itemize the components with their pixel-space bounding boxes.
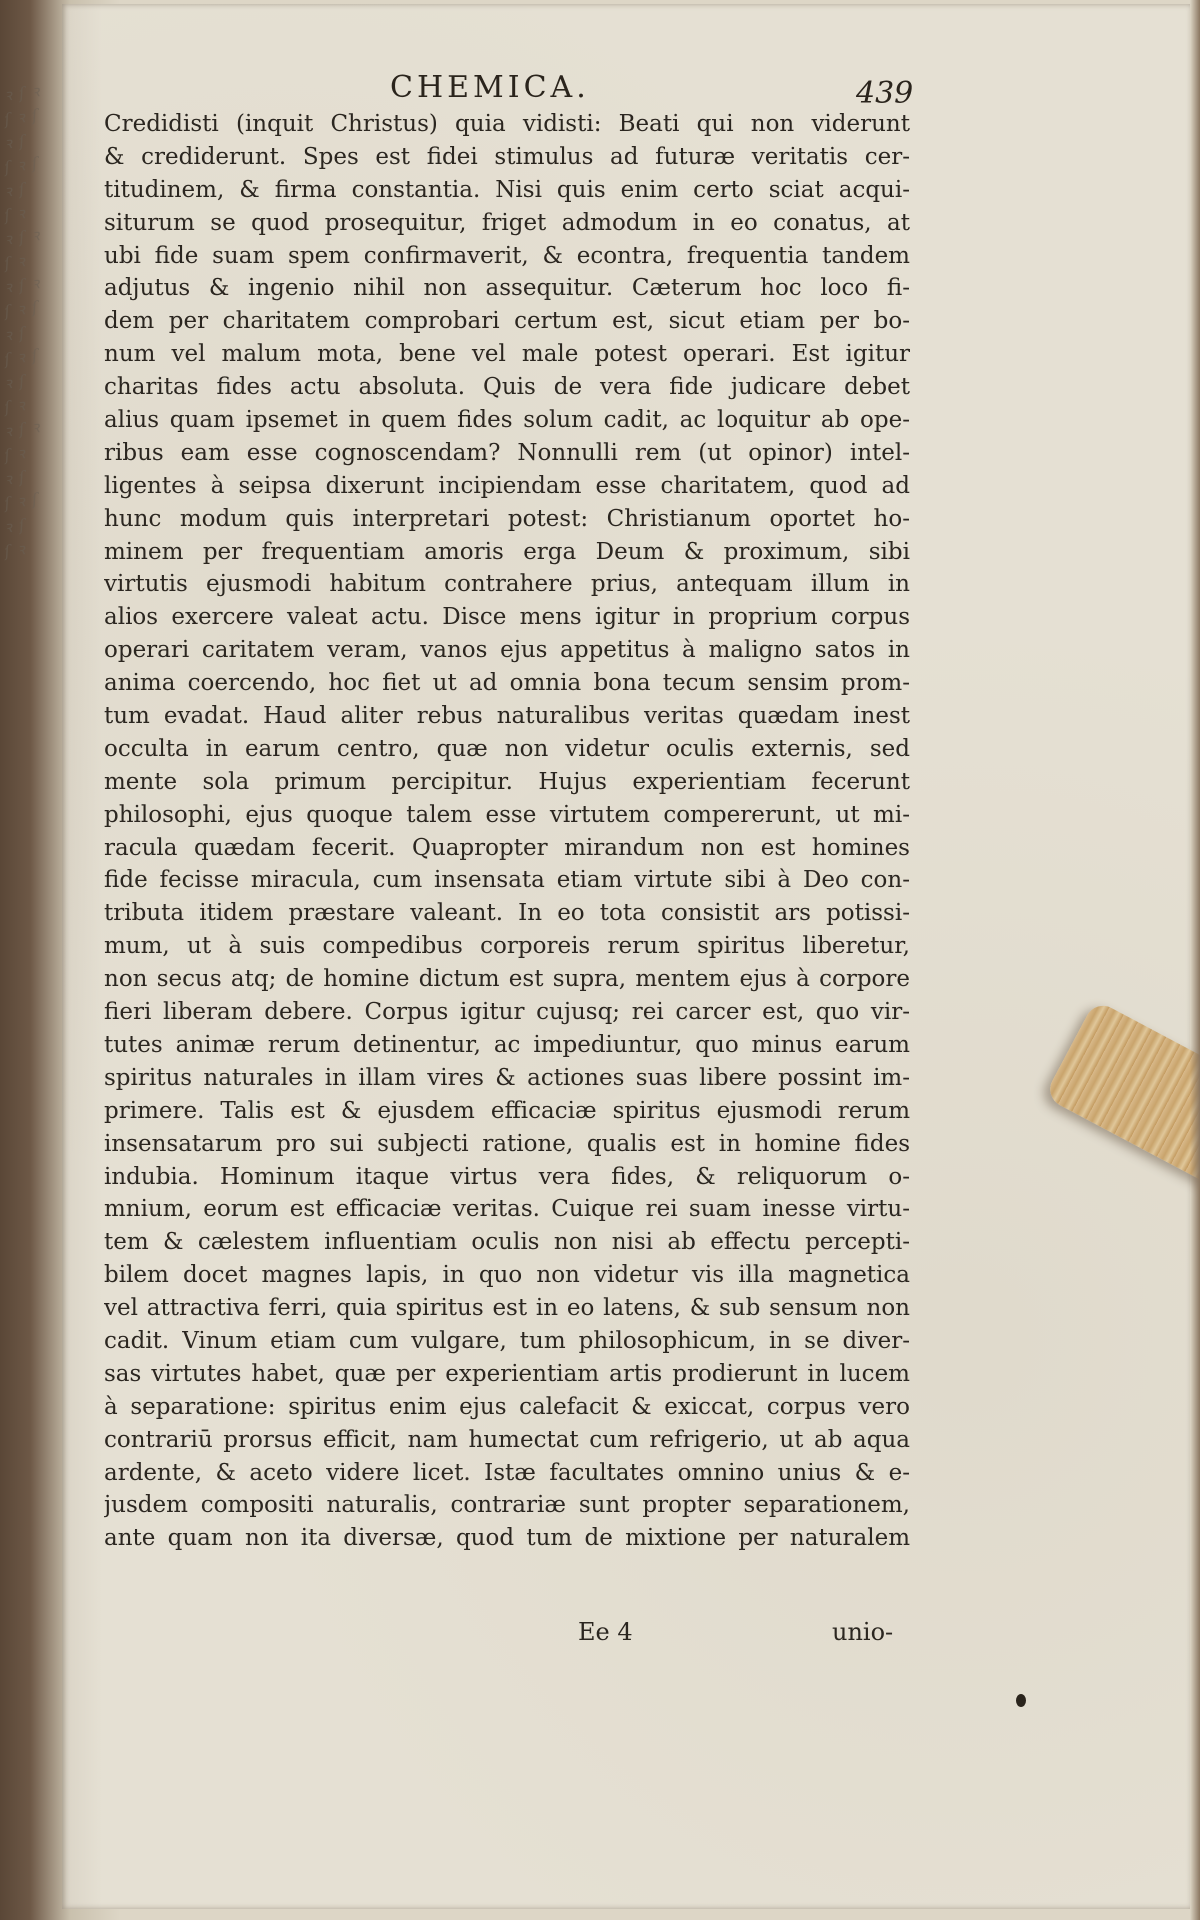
facing-page-bleed: ꝛ ſ ꝛ ſ ꝛ ſ ꝛ ſ ſ ꝛ ſ ꝛ ſ ſ ꝛ ꝛ ſ ꝛ ſ ꝛ ꝛ ſ ꝛ ſ ꝛ ſ ꝛ ſ ſ ꝛ ſ ꝛ ſ ſ ꝛ ꝛ ſ ꝛ ſ ꝛ ꝛ ſ ſ ꝛ ſ ꝛ ſ ſ ꝛ (2, 81, 42, 561)
text-line: dem per charitatem comprobari certum est, sicut etiam per bo- (104, 308, 910, 335)
text-line: charitas fides actu absoluta. Quis de vera fide judicare debet (104, 374, 910, 401)
text-line: ligentes à seipsa dixerunt incipiendam esse charitatem, quod ad (104, 472, 910, 499)
text-line: tributa itidem præstare valeant. In eo tota consistit ars potissi- (104, 900, 910, 927)
text-line: mnium, eorum est efficaciæ veritas. Cuique rei suam inesse virtu- (104, 1196, 910, 1223)
text-line: titudinem, & firma constantia. Nisi quis enim certo sciat acqui- (104, 176, 910, 203)
text-line: ante quam non ita diversæ, quod tum de mixtione per naturalem (104, 1525, 910, 1552)
text-line: philosophi, ejus quoque talem esse virtutem compererunt, ut mi- (104, 801, 910, 828)
text-line: virtutis ejusmodi habitum contrahere prius, antequam illum in (104, 571, 910, 598)
text-line: primere. Talis est & ejusdem efficaciæ spiritus ejusmodi rerum (104, 1097, 910, 1124)
text-line: siturum se quod prosequitur, friget admodum in eo conatus, at (104, 209, 910, 236)
body-text (104, 108, 910, 1555)
text-line: fide fecisse miracula, cum insensata etiam virtute sibi à Deo con- (104, 867, 910, 894)
text-line: hunc modum quis interpretari potest: Christianum oportet ho- (104, 505, 910, 532)
text-line: insensatarum pro sui subjecti ratione, qualis est in homine fides (104, 1130, 910, 1157)
text-line: & crediderunt. Spes est fidei stimulus ad futuræ veritatis cer- (104, 143, 910, 170)
text-line: vel attractiva ferri, quia spiritus est in eo latens, & sub sensum non (104, 1295, 910, 1322)
signature-mark: Ee 4 (578, 1618, 633, 1646)
text-line: sas virtutes habet, quæ per experientiam artis prodierunt in lucem (104, 1360, 910, 1387)
text-line: operari caritatem veram, vanos ejus appetitus à maligno satos in (104, 637, 910, 664)
text-line: ardente, & aceto videre licet. Istæ facultates omnino unius & e- (104, 1459, 910, 1486)
catchword: unio- (832, 1618, 894, 1646)
text-line: mente sola primum percipitur. Hujus experientiam fecerunt (104, 768, 910, 795)
text-line: tem & cælestem influentiam oculis non nisi ab effectu percepti- (104, 1229, 910, 1256)
page-number: 439 (856, 76, 914, 111)
text-line: à separatione: spiritus enim ejus calefacit & exiccat, corpus vero (104, 1393, 910, 1420)
ink-speck (1016, 1694, 1026, 1707)
text-line: bilem docet magnes lapis, in quo non videtur vis illa magnetica (104, 1262, 910, 1289)
text-line: fieri liberam debere. Corpus igitur cujusq; rei carcer est, quo vir- (104, 999, 910, 1026)
text-line: tum evadat. Haud aliter rebus naturalibus veritas quædam inest (104, 703, 910, 730)
text-line: indubia. Hominum itaque virtus vera fides, & reliquorum o- (104, 1163, 910, 1190)
text-line: tutes animæ rerum detinentur, ac impediuntur, quo minus earum (104, 1031, 910, 1058)
text-line: alius quam ipsemet in quem fides solum cadit, ac loquitur ab ope- (104, 407, 910, 434)
text-line: cadit. Vinum etiam cum vulgare, tum philosophicum, in se diver- (104, 1327, 910, 1354)
text-line: occulta in earum centro, quæ non videtur oculis externis, sed (104, 735, 910, 762)
text-line: adjutus & ingenio nihil non assequitur. Cæterum hoc loco fi- (104, 275, 910, 302)
text-line: mum, ut à suis compedibus corporeis rerum spiritus liberetur, (104, 933, 910, 960)
text-line: non secus atq; de homine dictum est supra, mentem ejus à corpore (104, 966, 910, 993)
text-line: alios exercere valeat actu. Disce mens igitur in proprium corpus (104, 604, 910, 631)
text-line: anima coercendo, hoc fiet ut ad omnia bona tecum sensim prom- (104, 670, 910, 697)
page-edge (1190, 0, 1200, 1920)
text-line: Credidisti (inquit Christus) quia vidisti: Beati qui non viderunt (104, 111, 910, 137)
text-line: jusdem compositi naturalis, contrariæ sunt propter separationem, (104, 1492, 910, 1519)
text-line: ribus eam esse cognoscendam? Nonnulli rem (ut opinor) intel- (104, 439, 910, 466)
text-line: minem per frequentiam amoris erga Deum & proximum, sibi (104, 538, 910, 565)
text-line: num vel malum mota, bene vel male potest operari. Est igitur (104, 341, 910, 368)
text-line: ubi fide suam spem confirmaverit, & econtra, frequentia tandem (104, 242, 910, 269)
text-line: contrariū prorsus efficit, nam humectat cum refrigerio, ut ab aqua (104, 1426, 910, 1453)
text-line: racula quædam fecerit. Quapropter mirandum non est homines (104, 834, 910, 861)
text-line: spiritus naturales in illam vires & actiones suas libere possint im- (104, 1064, 910, 1091)
running-head: CHEMICA. (390, 70, 590, 105)
